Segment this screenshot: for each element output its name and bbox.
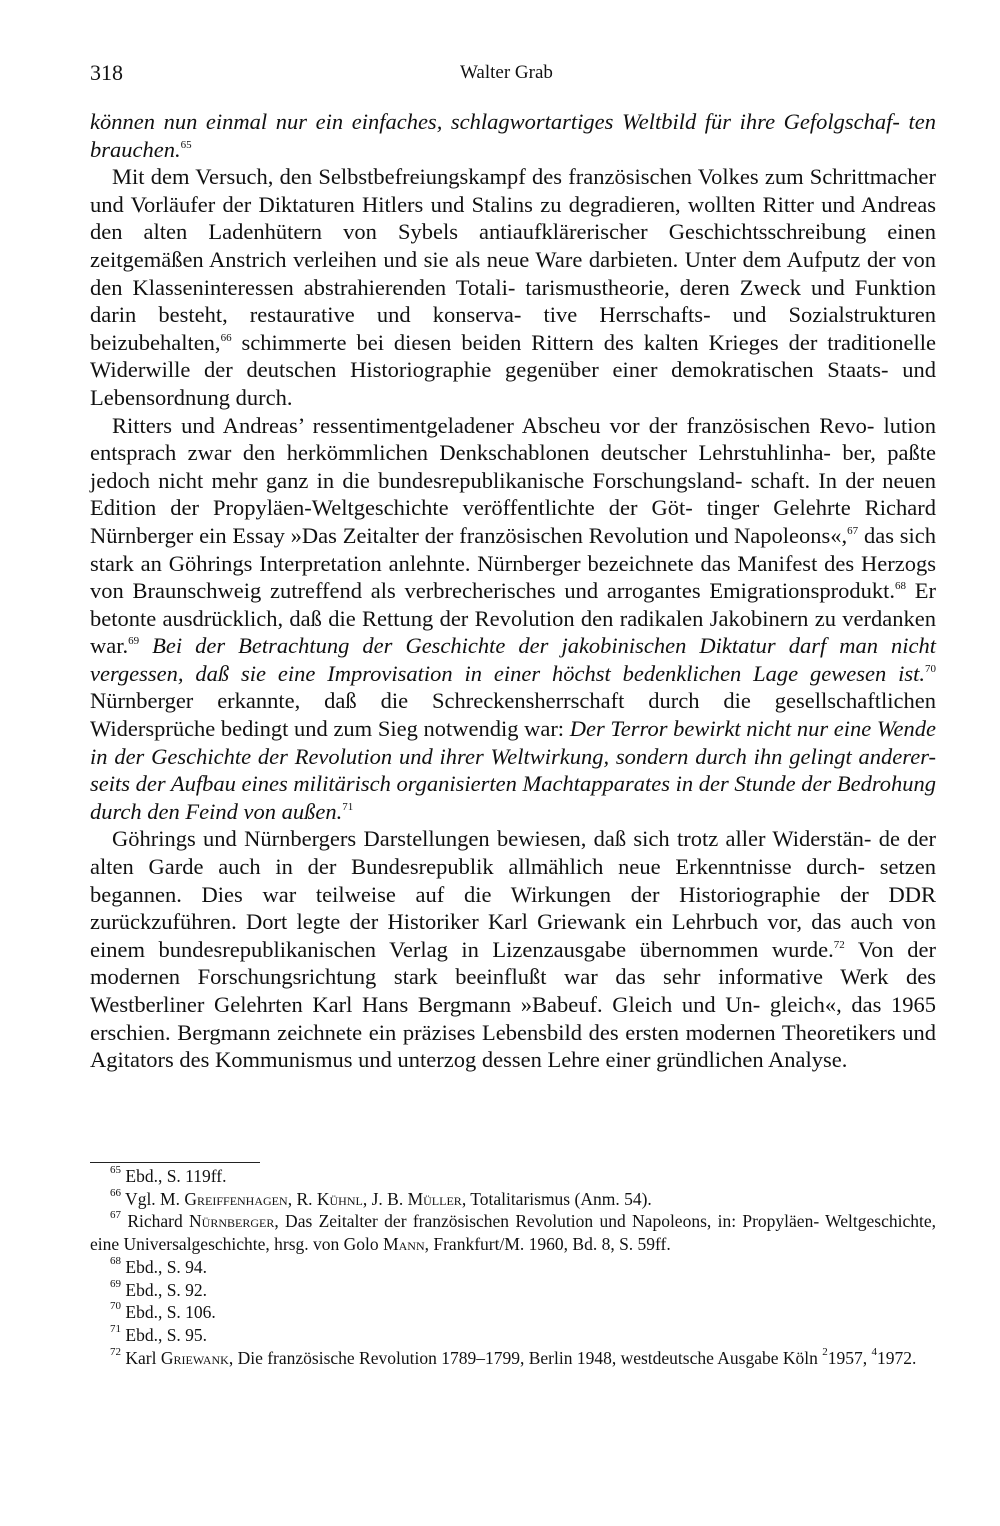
page-number: 318 bbox=[90, 60, 123, 85]
author-name: Kühnl bbox=[316, 1188, 363, 1209]
text-run: Mit dem Versuch, den Selbstbefreiungskampf des französischen Volkes zum Schrittmacher und Vorläufer der Diktaturen Hitlers und Stalins zu degradieren, wollten Ritter und Andreas den alten Ladenhütern von Sybels antiaufklärerischer Geschichtsschreibung einen zeitgemäßen Anstrich verleihen und sie als neue Ware darbieten. Unter dem Aufputz der von den Klasseninteressen abstrahierenden Totali- tarismustheorie, deren Zweck und Funktion darin besteht, restaurative und konserva- tive Herrschafts- und Sozialstrukturen beizubehalten, bbox=[90, 164, 936, 355]
footnote-69 bbox=[90, 1279, 936, 1302]
paragraph-0 bbox=[90, 108, 936, 163]
edition-number: 2 bbox=[822, 1345, 828, 1358]
page-header bbox=[90, 60, 935, 90]
text-run: schimmerte bei diesen beiden Rittern des kalten Krieges der traditionelle Widerwille der deutschen Historiographie gegenüber einer demokratischen Staats- und Lebensordnung durch. bbox=[90, 329, 936, 410]
footnote-text: , Totalitarismus (Anm. 54). bbox=[461, 1188, 652, 1209]
footnote-text: Ebd., S. 106. bbox=[121, 1302, 216, 1323]
author-name: Greiffenhagen bbox=[184, 1188, 288, 1209]
author-name: Griewank bbox=[160, 1347, 229, 1368]
footnote-ref-69[interactable]: 69 bbox=[128, 635, 140, 648]
footnote-ref-67[interactable]: 67 bbox=[847, 524, 859, 537]
footnote-text: , J. B. bbox=[362, 1188, 408, 1209]
footnote-text: 1957, bbox=[827, 1347, 872, 1368]
text-run: Ritters und Andreas’ ressentimentgeladener Abscheu vor der französischen Revo- lution entsprach zwar den herkömmlichen Denkschablonen deutscher Lehrstuhlinha- ber, paßte jedoch nicht mehr ganz in die bundesrepublikanische Forschungsland- schaft. In der neuen Edition der Propyläen-Weltgeschichte veröffentlichte der Göt- tinger Gelehrte Richard Nürnberger ein Essay »Das Zeitalter der französischen Revolution und Napoleons«, bbox=[90, 412, 936, 548]
quote-italic: können nun einmal nur ein einfaches, schlagwortartiges Weltbild für ihre Gefolgschaf- ten brauchen. bbox=[90, 109, 936, 162]
quote-italic: Bei der Betrachtung der Geschichte der jakobinischen Diktatur darf man nicht vergessen, daß sie eine Improvisation in einer höchst bedenklichen Lage gewesen ist. bbox=[90, 633, 936, 686]
footnote-number: 71 bbox=[110, 1322, 121, 1335]
footnote-divider bbox=[90, 1162, 260, 1163]
footnote-ref-72[interactable]: 72 bbox=[833, 938, 845, 951]
footnote-66 bbox=[90, 1188, 936, 1211]
footnote-number: 67 bbox=[110, 1209, 121, 1222]
footnotes bbox=[90, 1165, 936, 1369]
text-run: Er betonte ausdrücklich, daß die Rettung der Revolution den radikalen Jakobinern zu verdanken war. bbox=[90, 578, 936, 659]
footnote-number: 66 bbox=[110, 1186, 121, 1199]
footnote-71 bbox=[90, 1324, 936, 1347]
footnote-67 bbox=[90, 1210, 936, 1255]
body-text bbox=[90, 108, 936, 1074]
footnote-number: 70 bbox=[110, 1300, 121, 1313]
footnote-ref-68[interactable]: 68 bbox=[895, 580, 906, 593]
footnote-text: Ebd., S. 119ff. bbox=[121, 1166, 227, 1186]
author-name: Nürnberger bbox=[189, 1211, 275, 1232]
footnote-text: Ebd., S. 92. bbox=[121, 1279, 208, 1300]
footnote-65 bbox=[90, 1165, 936, 1188]
footnote-text: Ebd., S. 94. bbox=[121, 1256, 208, 1277]
footnote-68 bbox=[90, 1256, 936, 1279]
author-name: Müller bbox=[407, 1188, 462, 1209]
footnote-text: Richard bbox=[121, 1211, 190, 1232]
quote-italic: Der Terror bewirkt nicht nur eine Wende in der Geschichte der Revolution und ihrer Weltwirkung, sondern durch ihn gelingt anderer- seits der Aufbau eines militärisch organisierten Machtapparates in der Stunde der Bedrohung durch den Feind von außen. bbox=[90, 716, 937, 824]
footnote-ref-70[interactable]: 70 bbox=[925, 662, 936, 675]
edition-number: 4 bbox=[871, 1345, 878, 1358]
footnote-text: Ebd., S. 95. bbox=[121, 1324, 208, 1345]
footnote-number: 72 bbox=[110, 1345, 121, 1358]
footnote-text: Karl bbox=[121, 1347, 161, 1368]
footnote-text: , Das Zeitalter der französischen Revolution und Napoleons, in: Propyläen- Weltgeschichte, eine Universalgeschichte, hrsg. von Golo bbox=[90, 1211, 936, 1255]
text-run: das sich stark an Göhrings Interpretation anlehnte. Nürnberger bezeichnete das Manifest des Herzogs von Braunschweig zutreffend als verbrecherisches und arrogantes Emigrationsprodukt. bbox=[90, 522, 936, 604]
text-run: Nürnberger erkannte, daß die Schreckensherrschaft durch die gesellschaftlichen Widersprüche bedingt und zum Sieg notwendig war: bbox=[90, 688, 936, 742]
footnote-text: Vgl. M. bbox=[121, 1188, 185, 1209]
footnote-70 bbox=[90, 1301, 936, 1324]
footnote-ref-66[interactable]: 66 bbox=[220, 331, 232, 344]
text-run: Von der modernen Forschungsrichtung stark beeinflußt war das sehr informative Werk des Westberliner Gelehrten Karl Hans Bergmann »Babeuf. Gleich und Un- gleich«, das 1965 erschien. Bergmann zeichnete ein präzises Lebensbild des ersten modernen Theoretikers und Agitators des Kommunismus und unterzog dessen Lehre einer gründlichen Analyse. bbox=[90, 936, 936, 1073]
footnote-text: , Frankfurt/M. 1960, Bd. 8, S. 59ff. bbox=[424, 1234, 671, 1255]
footnote-ref-71[interactable]: 71 bbox=[342, 800, 354, 813]
footnote-ref-65[interactable]: 65 bbox=[180, 138, 192, 151]
footnote-text: , Die französische Revolution 1789–1799, Berlin 1948, westdeutsche Ausgabe Köln bbox=[228, 1347, 823, 1368]
footnote-number: 68 bbox=[110, 1254, 121, 1267]
text-run: Göhrings und Nürnbergers Darstellungen bewiesen, daß sich trotz aller Widerstän- de der alten Garde auch in der Bundesrepublik allmählich neue Erkenntnisse durch- setzen begannen. Dies war teilweise auf die Wirkungen der Historiographie der DDR zurückzuführen. Dort legte der Historiker Karl Griewank ein Lehrbuch vor, das auch von einem bundesrepublikanischen Verlag in Lizenzausgabe übernommen wurde. bbox=[90, 826, 936, 962]
author-name: Mann bbox=[383, 1234, 425, 1255]
paragraph-1 bbox=[90, 163, 936, 411]
paragraph-3 bbox=[90, 825, 936, 1073]
footnote-text: 1972. bbox=[877, 1347, 917, 1368]
running-head: Walter Grab bbox=[460, 62, 553, 83]
paragraph-2 bbox=[90, 412, 936, 826]
footnote-text: , R. bbox=[287, 1188, 317, 1209]
footnote-72 bbox=[90, 1347, 936, 1370]
footnote-number: 69 bbox=[110, 1277, 121, 1290]
footnote-number: 65 bbox=[110, 1164, 121, 1176]
